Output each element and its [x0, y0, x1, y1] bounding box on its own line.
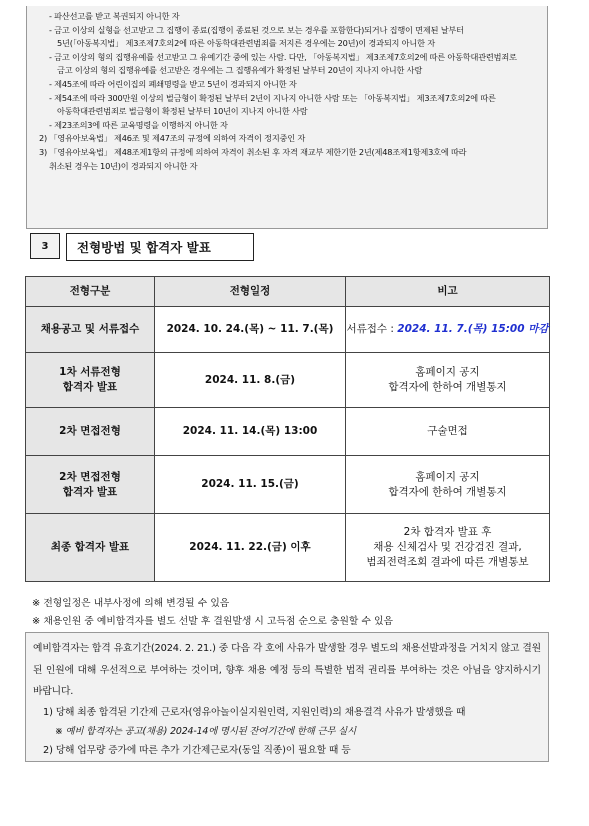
disqualification-line: 아동학대관련범죄로 벌금형이 확정된 날부터 10년이 지나지 아니한 사람: [57, 106, 308, 117]
header-note: 비고: [346, 277, 550, 307]
header-stage: 전형구분: [26, 277, 155, 307]
reserve-item-1-note: ※ 예비 합격자는 공고(채용) 2024-14에 명시된 잔여기간에 한해 근무 실시: [55, 725, 356, 737]
note-cell: 홈페이지 공지 합격자에 한하여 개별통지: [346, 353, 550, 408]
reserve-paragraph: 예비합격자는 합격 유효기간(2024. 2. 21.) 중 다음 각 호에 사유가 발생할 경우 별도의 채용선발과정을 거치지 않고 결원된 인원에 대해 우선적으로 부여하는 것이며, 향후 채용 예정 등의 특별한 법적 권리를 부여하는 것은 아님을 양지하시기 바랍니다.: [33, 643, 541, 697]
table-row: [26, 408, 550, 456]
section-number: 3: [30, 233, 60, 259]
disqualification-line: - 제54조에 따라 300만원 이상의 벌금형이 확정된 날부터 2년이 지나지 아니한 사람 또는 「아동복지법」 제3조제7호의2에 따른: [49, 92, 496, 103]
header-date: 전형일정: [155, 277, 346, 307]
stage-cell: 채용공고 및 서류접수: [26, 307, 155, 353]
table-row: [26, 456, 550, 514]
note-cell: 홈페이지 공지 합격자에 한하여 개별통지: [346, 456, 550, 514]
deadline-text: 2024. 11. 7.(목) 15:00 마감: [397, 323, 549, 335]
schedule-table: [25, 276, 550, 582]
note-cell: [346, 307, 550, 353]
reserve-note: ※ 채용인원 중 예비합격자를 별도 선발 후 결원발생 시 고득점 순으로 충원할 수 있음: [32, 616, 393, 627]
stage-cell: 2차 면접전형 합격자 발표: [26, 456, 155, 514]
stage-cell: 1차 서류전형 합격자 발표: [26, 353, 155, 408]
date-cell: 2024. 11. 15.(금): [155, 456, 346, 514]
disqualification-line: - 금고 이상의 형의 집행유예를 선고받고 그 유예기간 중에 있는 사람. 다만, 「아동복지법」 제3조제7호의2에 따른 아동학대관련범죄로: [49, 51, 517, 62]
disqualification-line: 2) 「영유아보육법」 제46조 및 제47조의 규정에 의하여 자격이 정지중인 자: [39, 133, 306, 144]
table-row: [26, 353, 550, 408]
date-cell: 2024. 11. 8.(금): [155, 353, 346, 408]
disqualification-line: - 제45조에 따라 어린이집의 폐쇄명령을 받고 5년이 경과되지 아니한 자: [49, 78, 297, 89]
disqualification-line: 3) 「영유아보육법」 제48조제1항의 규정에 의하여 자격이 취소된 후 자격 재교부 제한기한 2년(제48조제1항제3호에 따라: [39, 146, 467, 157]
schedule-note: ※ 전형일정은 내부사정에 의해 변경될 수 있음: [32, 598, 230, 609]
date-cell: 2024. 11. 22.(금) 이후: [155, 514, 346, 582]
table-row: [26, 514, 550, 582]
stage-cell: 2차 면접전형: [26, 408, 155, 456]
disqualification-line: - 제23조의3에 따른 교육명령을 이행하지 아니한 자: [49, 119, 228, 130]
section-title: 전형방법 및 합격자 발표: [66, 233, 254, 261]
disqualification-line: - 금고 이상의 실형을 선고받고 그 집행이 종료(집행이 종료된 것으로 보는 경우를 포함한다)되거나 집행이 면제된 날부터: [49, 24, 464, 35]
reserve-item-1: 1) 당해 최종 합격된 기간제 근로자(영유아놀이실지원인력, 지원인력)의 채용결격 사유가 발생했을 때: [43, 706, 466, 718]
section-heading: [30, 233, 254, 261]
table-header-row: [26, 277, 550, 307]
date-cell: 2024. 11. 14.(목) 13:00: [155, 408, 346, 456]
reserve-item-2: 2) 당해 업무량 증가에 따른 추가 기간제근로자(동일 직종)이 필요할 때 등: [43, 744, 351, 756]
table-row: [26, 307, 550, 353]
disqualification-box: [26, 6, 548, 229]
disqualification-line: - 파산선고를 받고 복권되지 아니한 자: [49, 11, 180, 21]
reserve-notice-box: [25, 632, 549, 762]
stage-cell: 최종 합격자 발표: [26, 514, 155, 582]
disqualification-line: 5년(「아동복지법」 제3조제7호의2에 따른 아동학대관련범죄를 저지른 경우에는 20년)이 경과되지 아니한 자: [57, 38, 435, 49]
note-cell: 2차 합격자 발표 후 채용 신체검사 및 건강검진 결과, 범죄전력조회 결과에 따른 개별통보: [346, 514, 550, 582]
note-prefix: 서류접수 :: [346, 323, 398, 335]
note-cell: 구술면접: [346, 408, 550, 456]
disqualification-line: 금고 이상의 형의 집행유예를 선고받은 경우에는 그 집행유예가 확정된 날부터 20년이 지나지 아니한 사람: [57, 65, 423, 76]
date-cell: 2024. 10. 24.(목) ~ 11. 7.(목): [155, 307, 346, 353]
disqualification-line: 취소된 경우는 10년)이 경과되지 아니한 자: [49, 160, 198, 171]
